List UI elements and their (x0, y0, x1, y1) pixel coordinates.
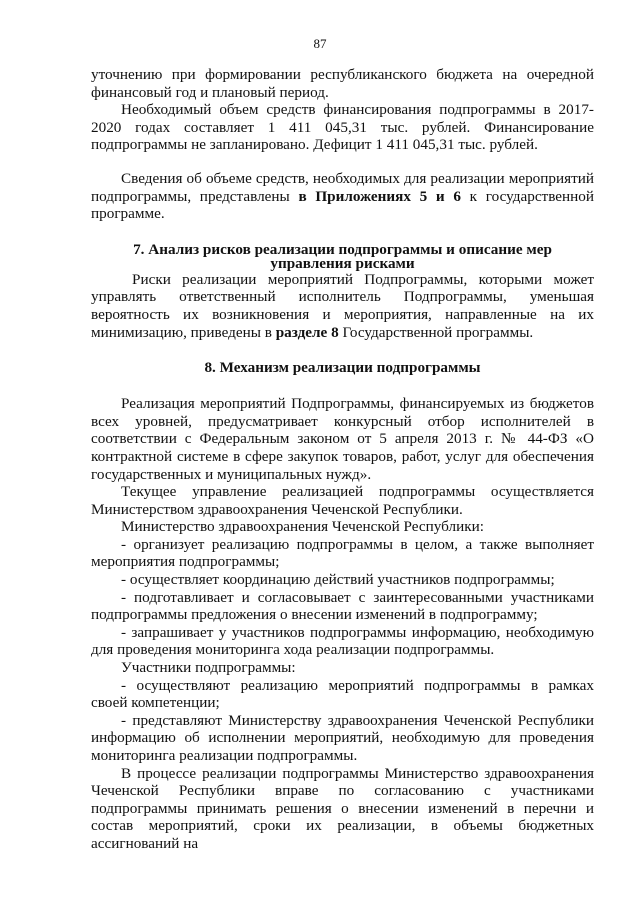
appendix-text-2: к государственной программе. (91, 187, 594, 223)
appendix-link-text: в Приложениях 5 и 6 (298, 187, 461, 205)
list-item-organizes: - организует реализацию подпрограммы в целом, а также выполняет мероприятия подпрограммы; (91, 535, 594, 571)
paragraph-process-decisions: В процессе реализации подпрограммы Министерство здравоохранения Чеченской Республики вправе по согласованию с участниками подпрограммы принимать решения о внесении изменений в перечни и состав мероприятий, сроки их реализации, в объемы бюджетных ассигнований на (91, 764, 594, 852)
risks-text-1: Риски реализации мероприятий Подпрограммы, которыми может управлять ответственный исполнитель Подпрограммы, уменьшая вероятность их возникновения и мероприятия, направленные на их минимизацию, приведены в (91, 270, 594, 341)
paragraph-appendix-reference (91, 170, 594, 223)
paragraph-budget-clarification: уточнению при формировании республиканского бюджета на очередной финансовый год и плановый период. (91, 66, 594, 101)
risks-bold-reference: разделе 8 (275, 323, 339, 341)
section-heading-risks: 7. Анализ рисков реализации подпрограммы и описание мер управления рисками (133, 240, 552, 272)
list-item-provide-info: - представляют Министерству здравоохранения Чеченской Республики информацию об исполнении мероприятий, необходимую для проведения мониторинга реализации подпрограммы. (91, 711, 594, 764)
paragraph-funding-volume: Необходимый объем средств финансирования подпрограммы в 2017-2020 годах составляет 1 411 045,31 тыс. рублей. Финансирование подпрограммы не запланировано. Дефицит 1 411 045,31 тыс. рублей. (91, 101, 594, 154)
document-body (91, 66, 594, 853)
risks-text-2: Государственной программы. (338, 323, 534, 341)
paragraph-procurement: Реализация мероприятий Подпрограммы, финансируемых из бюджетов всех уровней, предусматривает конкурсный отбор исполнителей в соответствии с Федеральным законом от 5 апреля 2013 г. № 44-ФЗ «О контрактной системе в сфере закупок товаров, работ, услуг для обеспечения государственных и муниципальных нужд». (91, 395, 594, 483)
section-heading-mechanism: 8. Механизм реализации подпрограммы (204, 359, 481, 377)
appendix-text-1: Сведения об объеме средств, необходимых для реализации мероприятий подпрограммы, представлены (91, 169, 594, 205)
list-item-prepares: - подготавливает и согласовывает с заинтересованными участниками подпрограммы предложения о внесении изменений в подпрограмму; (91, 588, 594, 624)
list-item-coordinates: - осуществляет координацию действий участников подпрограммы; (121, 571, 555, 589)
paragraph-ministry-intro: Министерство здравоохранения Чеченской Республики: (121, 518, 484, 536)
list-item-implement: - осуществляют реализацию мероприятий подпрограммы в рамках своей компетенции; (91, 676, 594, 712)
list-item-requests: - запрашивает у участников подпрограммы информацию, необходимую для проведения мониторинга хода реализации подпрограммы. (91, 623, 594, 659)
page-number: 87 (313, 36, 327, 51)
paragraph-current-management: Текущее управление реализацией подпрограммы осуществляется Министерством здравоохранения Чеченской Республики. (91, 483, 594, 518)
paragraph-participants-intro: Участники подпрограммы: (121, 659, 296, 677)
paragraph-risks (91, 271, 594, 341)
